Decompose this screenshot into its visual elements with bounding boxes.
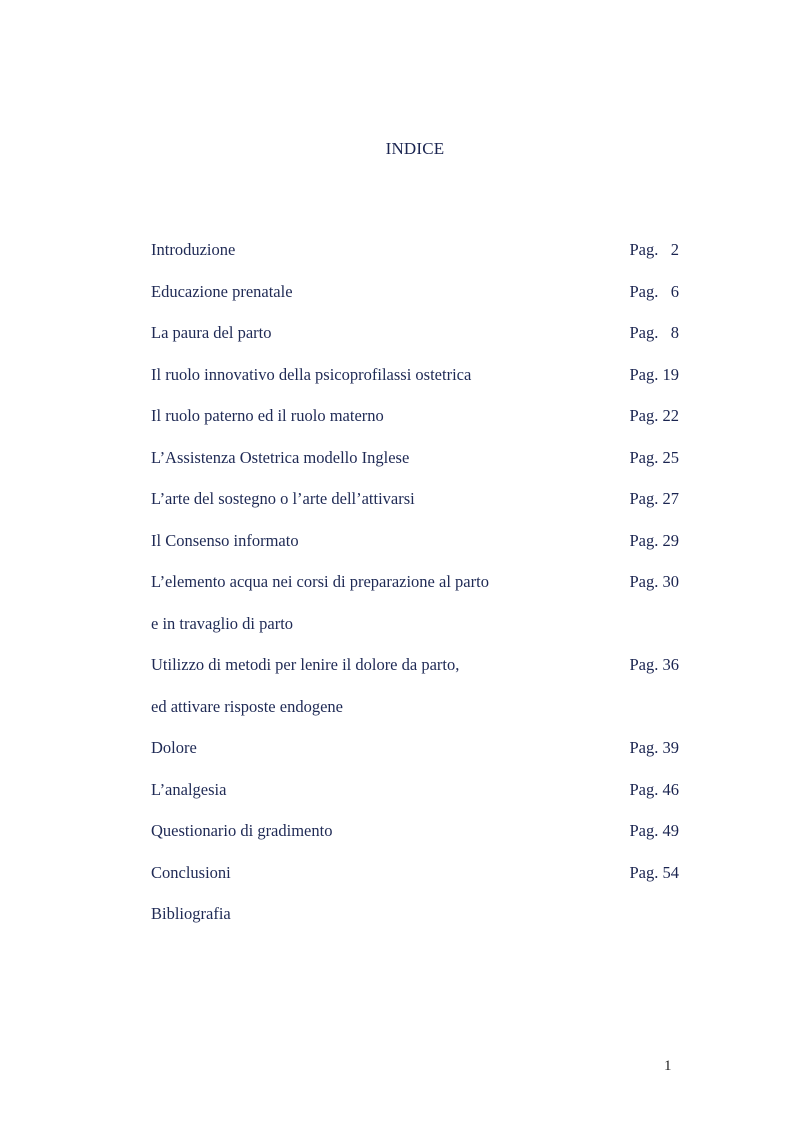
toc-line (151, 653, 679, 695)
page-title: INDICE (385, 139, 445, 158)
toc-entry (151, 238, 679, 280)
toc-line (151, 695, 679, 737)
toc-entry (151, 861, 679, 903)
toc-entry-page: Pag. 25 (629, 447, 679, 467)
toc-entry (151, 487, 679, 529)
toc-line (151, 902, 679, 944)
toc-line (151, 238, 679, 280)
toc-entry-page: Pag. 30 (629, 572, 679, 591)
toc-line (151, 778, 679, 820)
toc-entry-title: Bibliografia (151, 904, 231, 923)
toc-line (151, 363, 679, 405)
toc-entry-page: Pag. 39 (629, 738, 679, 757)
toc-line (151, 570, 679, 612)
toc-entry-title: L’arte del sostegno o l’arte dell’attivarsi (151, 489, 415, 508)
toc-entry-page: Pag. 6 (629, 281, 679, 301)
toc-entry-title: ed attivare risposte endogene (151, 696, 343, 716)
toc-entry-title: La paura del parto (151, 323, 272, 342)
toc-entry-title: L’elemento acqua nei corsi di preparazione al parto (151, 572, 489, 591)
toc-entry-page: Pag. 22 (629, 406, 679, 425)
toc-entry-title: Il ruolo innovativo della psicoprofilassi ostetrica (151, 364, 472, 384)
toc-line (151, 819, 679, 861)
toc-entry (151, 446, 679, 488)
toc-entry-page: Pag. 36 (629, 655, 679, 674)
toc-entry (151, 404, 679, 446)
toc-entry-page: Pag. 2 (629, 240, 679, 259)
toc-entry (151, 363, 679, 405)
table-of-contents (151, 238, 679, 944)
toc-entry-title: Conclusioni (151, 862, 231, 882)
toc-entry-page: Pag. 54 (629, 862, 679, 882)
page-number: 1 (664, 1058, 672, 1074)
toc-entry-title: Il ruolo paterno ed il ruolo materno (151, 406, 384, 425)
toc-entry-title: L’Assistenza Ostetrica modello Inglese (151, 447, 410, 467)
toc-entry (151, 902, 679, 944)
toc-entry-page: Pag. 8 (629, 323, 679, 342)
toc-line (151, 404, 679, 446)
toc-line (151, 736, 679, 778)
toc-entry-title: Questionario di gradimento (151, 821, 333, 840)
toc-entry-title: e in travaglio di parto (151, 613, 294, 633)
toc-entry (151, 280, 679, 322)
toc-entry-title: Introduzione (151, 240, 236, 259)
toc-entry-title: L’analgesia (151, 779, 227, 799)
toc-line (151, 487, 679, 529)
toc-entry-page: Pag. 29 (629, 530, 679, 550)
toc-line (151, 529, 679, 571)
toc-entry (151, 321, 679, 363)
toc-entry-page: Pag. 46 (629, 779, 679, 799)
toc-line (151, 280, 679, 322)
toc-line (151, 861, 679, 903)
toc-entry-title: Utilizzo di metodi per lenire il dolore da parto, (151, 655, 460, 674)
toc-entry-title: Educazione prenatale (151, 281, 293, 301)
toc-line (151, 612, 679, 654)
toc-entry (151, 819, 679, 861)
toc-entry-page: Pag. 19 (629, 364, 679, 384)
toc-entry-page: Pag. 49 (629, 821, 679, 840)
toc-entry (151, 778, 679, 820)
toc-entry-title: Dolore (151, 738, 197, 757)
toc-entry (151, 570, 679, 653)
toc-line (151, 446, 679, 488)
toc-entry-title: Il Consenso informato (151, 530, 299, 550)
toc-entry (151, 653, 679, 736)
toc-entry-page: Pag. 27 (629, 489, 679, 508)
toc-entry (151, 529, 679, 571)
toc-line (151, 321, 679, 363)
toc-entry (151, 736, 679, 778)
